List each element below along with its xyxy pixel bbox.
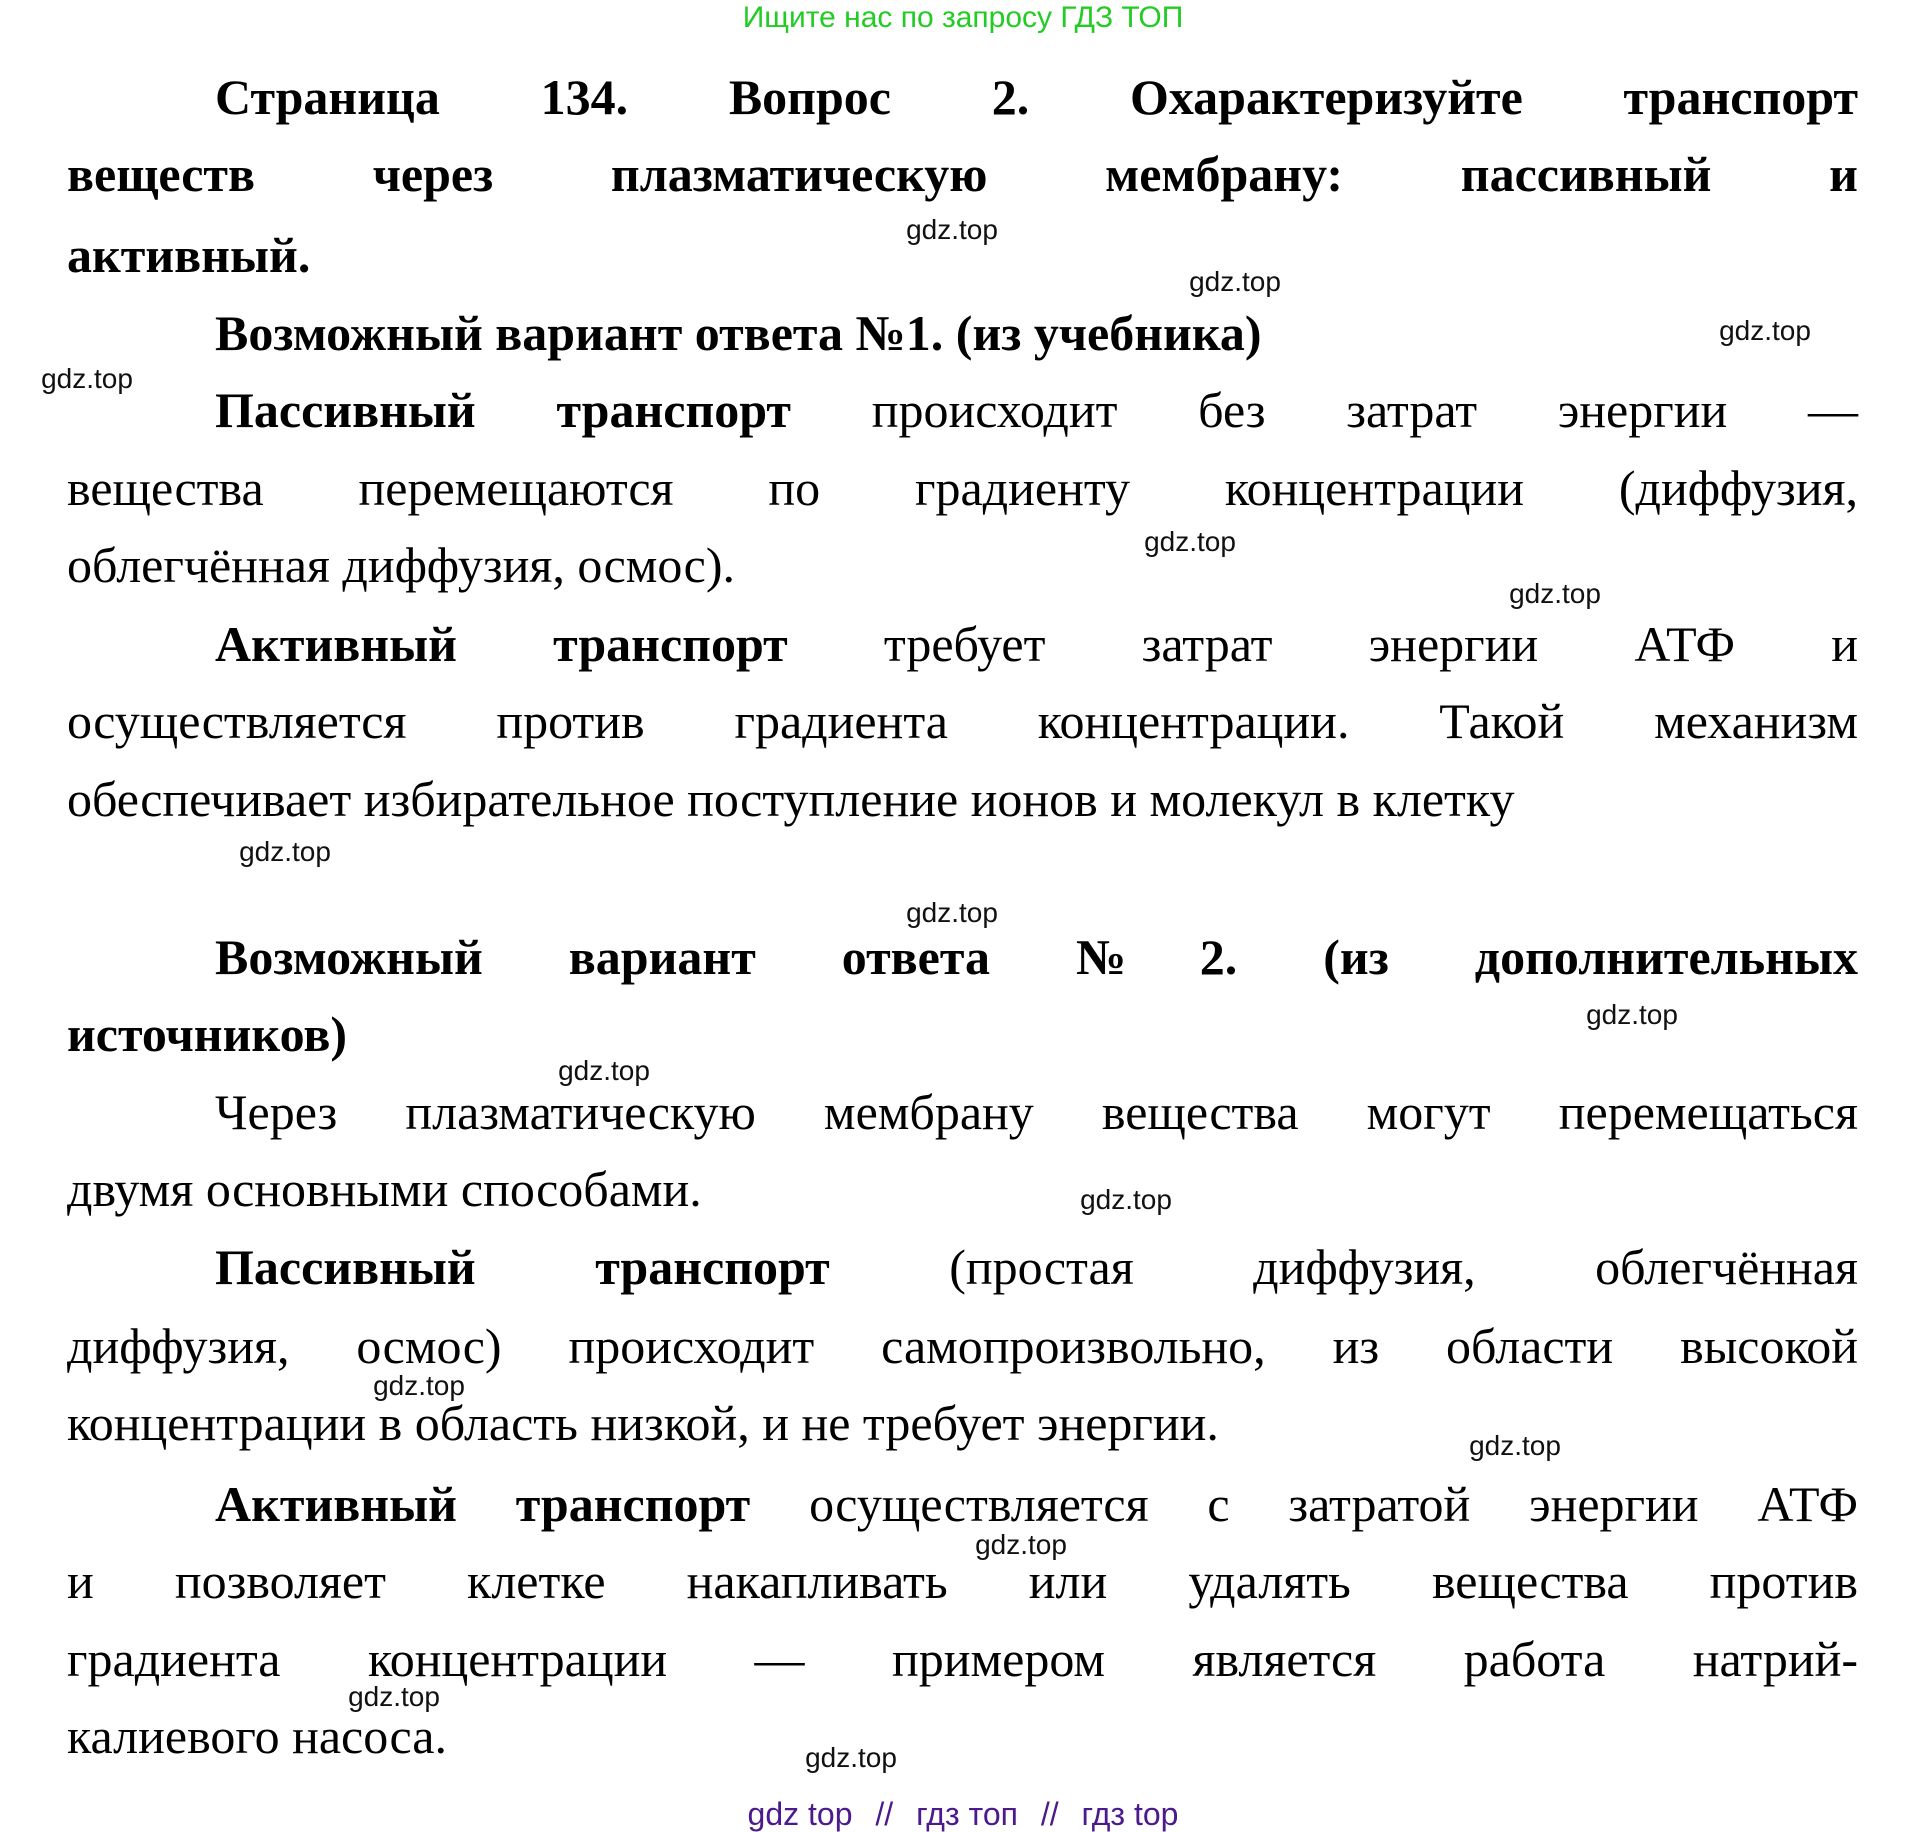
- footer-separator: //: [875, 1796, 894, 1832]
- answer2-active-line-1: [215, 1474, 1858, 1534]
- watermark-text: gdz.top: [1586, 999, 1678, 1030]
- text-span: происходит без затрат энергии —: [871, 382, 1858, 438]
- question-label: Страница 134. Вопрос 2.: [215, 69, 1030, 125]
- answer2-passive-line-1: [215, 1237, 1858, 1297]
- watermark-text: gdz.top: [1189, 266, 1281, 297]
- watermark-text: gdz.top: [906, 214, 998, 245]
- watermark-text: gdz.top: [1080, 1184, 1172, 1215]
- question-line-2: веществ через плазматическую мембрану: пассивный и: [67, 146, 1858, 202]
- active-term: Активный транспорт: [215, 1476, 751, 1532]
- answer2-active-line-2: и позволяет клетке накапливать или удалять вещества против: [67, 1553, 1858, 1609]
- text-span: требует затрат энергии АТФ и: [883, 616, 1858, 672]
- watermark-text: gdz.top: [373, 1370, 465, 1401]
- answer1-passive-line-1: [215, 380, 1858, 440]
- watermark-text: gdz.top: [1719, 315, 1811, 346]
- answer1-passive-line-3: облегчённая диффузия, осмос).: [67, 537, 736, 593]
- text-span: осуществляется с затратой энергии АТФ: [809, 1476, 1859, 1532]
- answer1-heading: Возможный вариант ответа №1. (из учебника): [215, 305, 1262, 361]
- watermark-text: gdz.top: [1509, 578, 1601, 609]
- footer-link-gdz-top[interactable]: gdz top: [747, 1796, 853, 1832]
- watermark-text: gdz.top: [805, 1742, 897, 1773]
- answer2-active-line-3: градиента концентрации — примером является работа натрий-: [67, 1631, 1858, 1687]
- search-banner: Ищите нас по запросу ГДЗ ТОП: [742, 1, 1184, 34]
- question-word: транспорт: [1623, 69, 1859, 125]
- watermark-text: gdz.top: [975, 1529, 1067, 1560]
- watermark-text: gdz.top: [906, 897, 998, 928]
- watermark-text: gdz.top: [348, 1681, 440, 1712]
- footer-link-gdz-top-mixed[interactable]: гдз top: [1081, 1796, 1179, 1832]
- answer2-intro-line-2: двумя основными способами.: [67, 1161, 702, 1217]
- answer1-passive-line-2: вещества перемещаются по градиенту концентрации (диффузия,: [67, 460, 1858, 516]
- answer1-active-line-2: осуществляется против градиента концентрации. Такой механизм: [67, 693, 1858, 749]
- answer2-passive-line-3: концентрации в область низкой, и не требует энергии.: [67, 1395, 1219, 1451]
- passive-term: Пассивный транспорт: [215, 382, 791, 438]
- answer2-intro-line-1: Через плазматическую мембрану вещества могут перемещаться: [215, 1084, 1858, 1140]
- text-span: (простая диффузия, облегчённая: [949, 1239, 1858, 1295]
- watermark-text: gdz.top: [1144, 526, 1236, 557]
- footer-links: [0, 1796, 1926, 1832]
- passive-term: Пассивный транспорт: [215, 1239, 830, 1295]
- answer2-heading-line-1: Возможный вариант ответа №2. (из дополнительных: [215, 929, 1858, 985]
- answer1-active-line-3: обеспечивает избирательное поступление ионов и молекул в клетку: [67, 771, 1515, 827]
- answer2-active-line-4: калиевого насоса.: [67, 1708, 447, 1764]
- answer2-passive-line-2: диффузия, осмос) происходит самопроизвольно, из области высокой: [67, 1318, 1858, 1374]
- answer2-heading-line-2: источников): [67, 1006, 347, 1062]
- question-line-3: активный.: [67, 227, 311, 283]
- answer1-active-line-1: [215, 614, 1858, 674]
- footer-separator: //: [1040, 1796, 1059, 1832]
- question-word: Охарактеризуйте: [1129, 69, 1523, 125]
- watermark-text: gdz.top: [41, 363, 133, 394]
- watermark-text: gdz.top: [1469, 1430, 1561, 1461]
- watermark-text: gdz.top: [558, 1055, 650, 1086]
- footer-link-gdz-top-ru[interactable]: гдз топ: [916, 1796, 1018, 1832]
- watermark-text: gdz.top: [239, 836, 331, 867]
- active-term: Активный транспорт: [215, 616, 788, 672]
- question-line-1: [215, 67, 1858, 127]
